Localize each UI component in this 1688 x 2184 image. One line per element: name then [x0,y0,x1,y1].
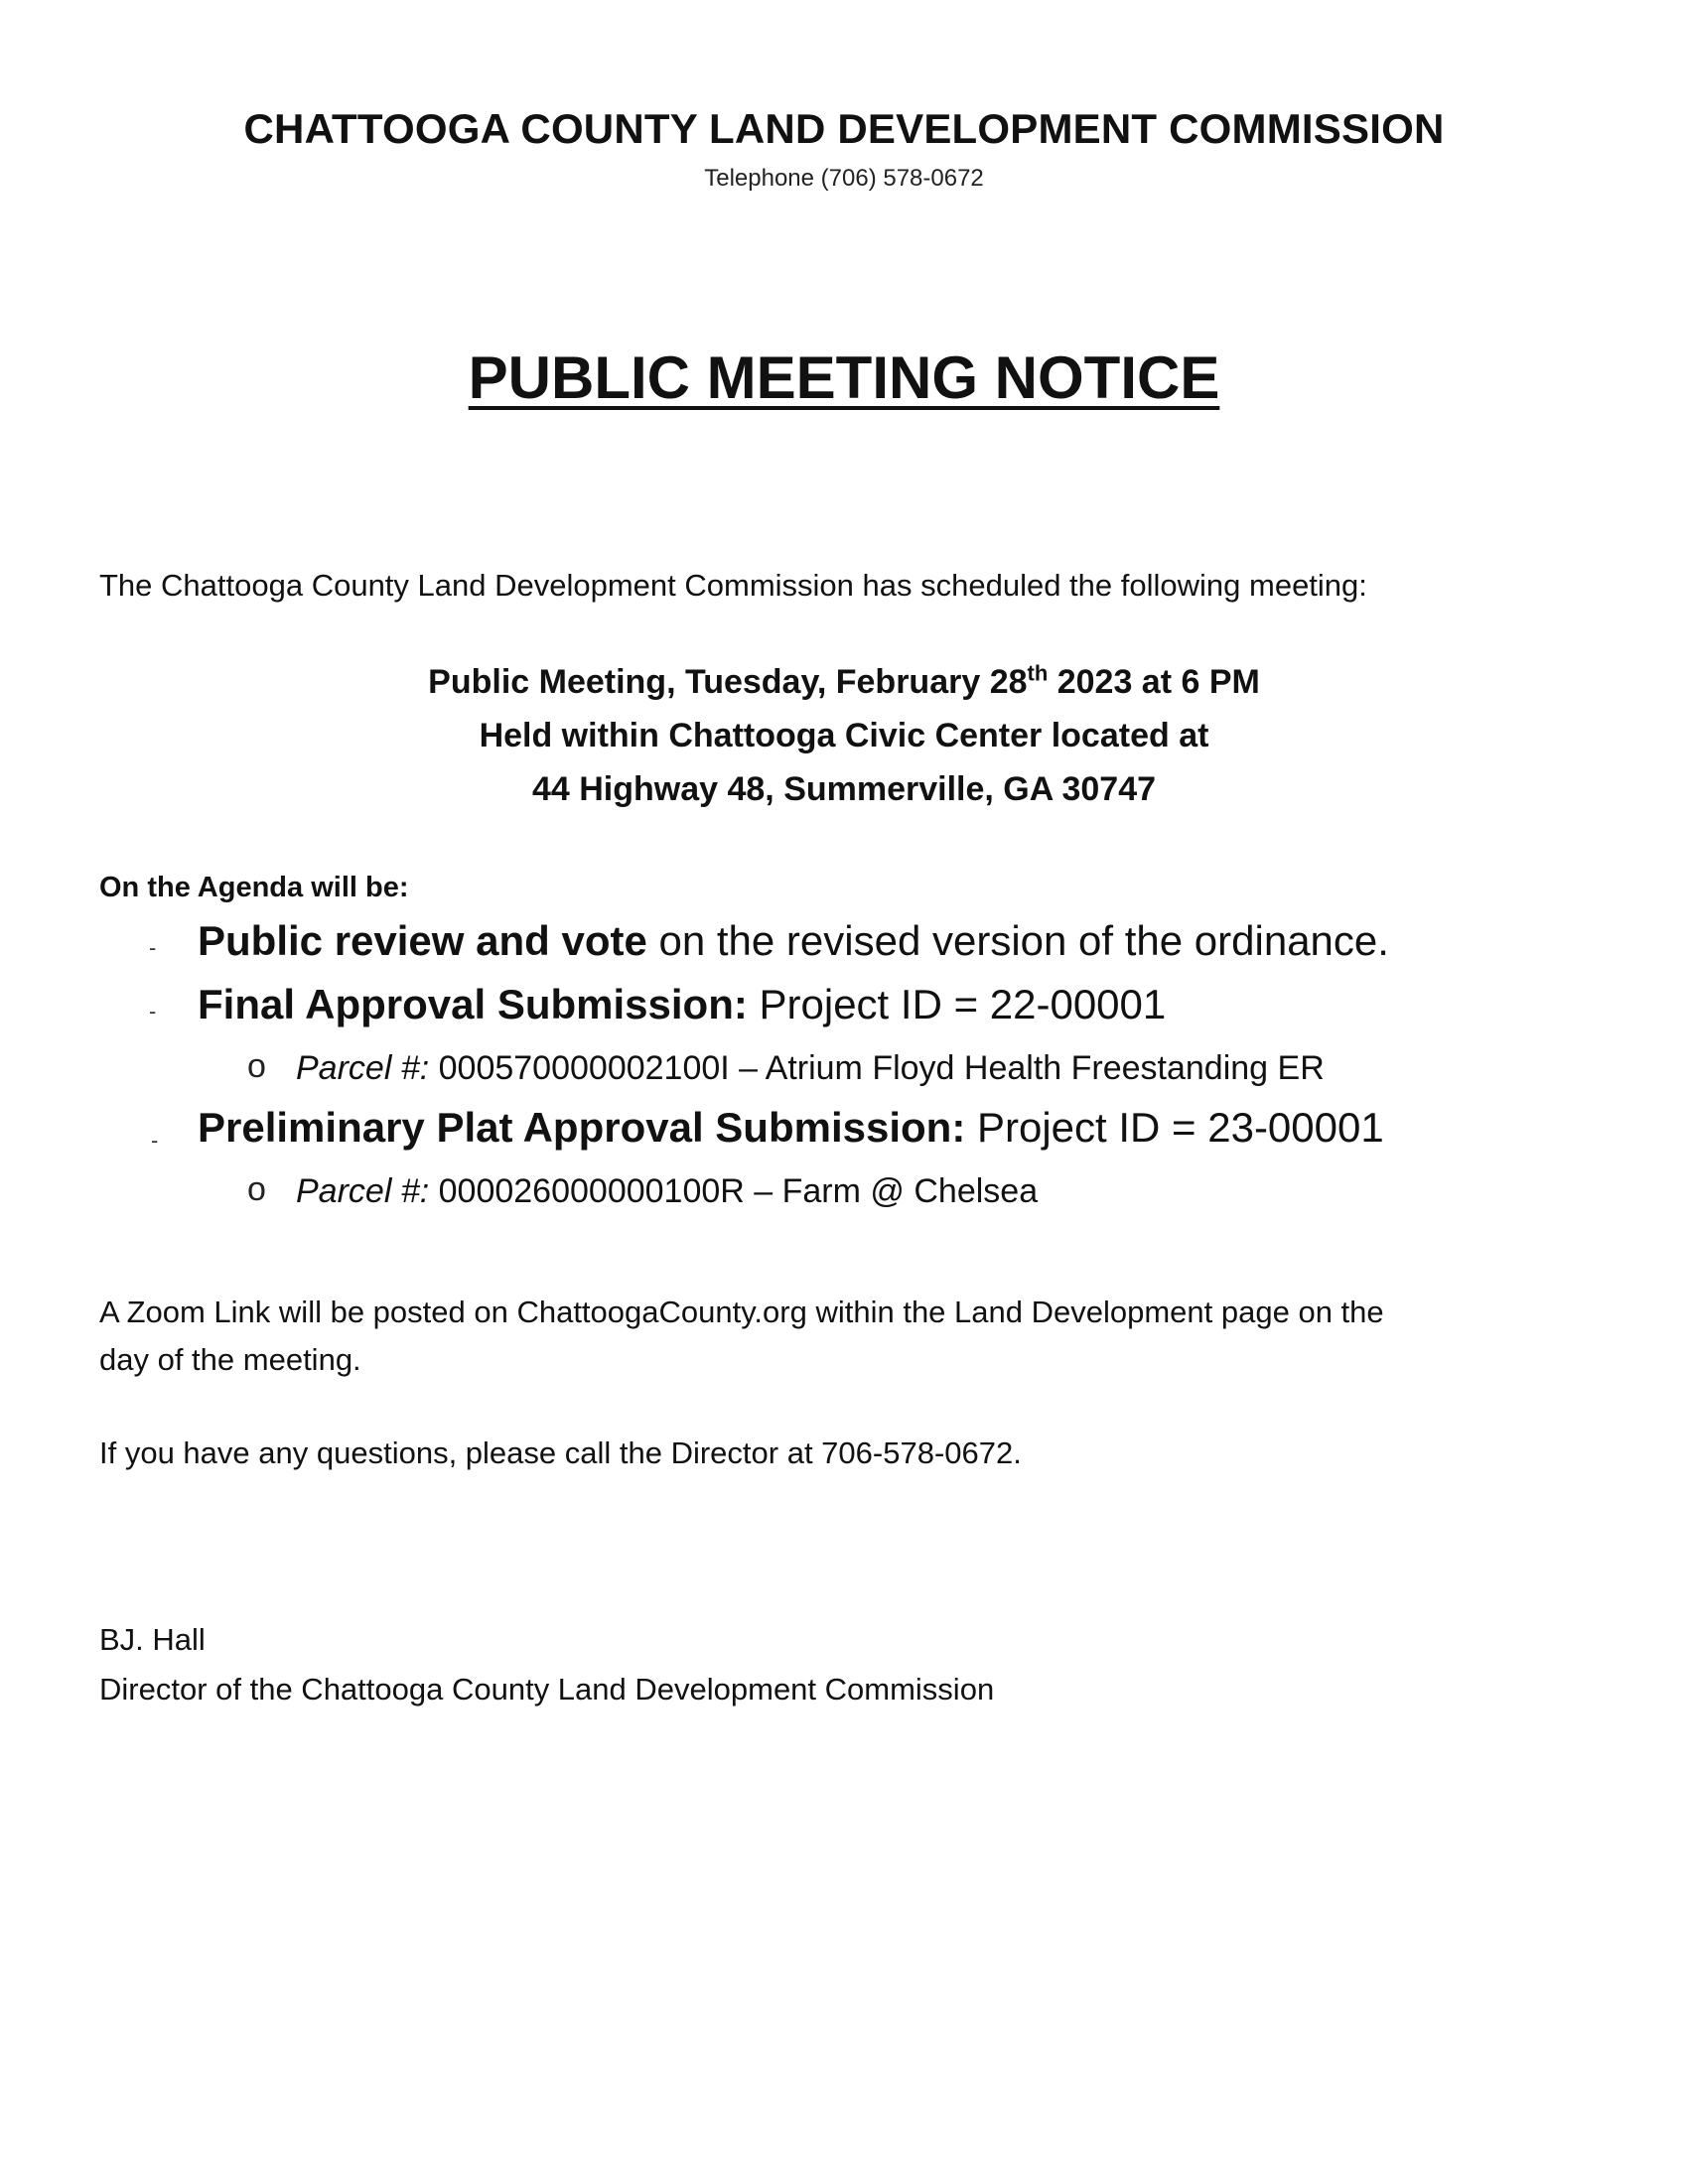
agenda-item-bold: Final Approval Submission: [198,981,748,1027]
notice-title: PUBLIC MEETING NOTICE [468,344,1220,411]
telephone-line: Telephone (706) 578-0672 [704,165,984,192]
parcel-label: Parcel #: [296,1049,430,1087]
parcel-line-farm-chelsea [296,1172,1038,1211]
parcel-value: 000026000000100R – Farm @ Chelsea [429,1172,1039,1210]
agenda-item-rest: on the revised version of the ordinance. [646,917,1389,964]
signature-title: Director of the Chattooga County Land Development Commission [99,1672,995,1706]
meeting-time-text: 2023 at 6 PM [1048,663,1260,701]
agenda-item-preliminary-plat [198,1104,1384,1152]
agenda-item-rest: Project ID = 22-00001 [747,981,1167,1027]
agenda-item-bullet: - [151,1128,159,1153]
agenda-item-public-review [198,917,1389,965]
org-title: CHATTOOGA COUNTY LAND DEVELOPMENT COMMISSION [243,105,1445,152]
zoom-link-line-2: day of the meeting. [99,1342,361,1377]
agenda-item-bullet: - [149,935,157,960]
meeting-date-ordinal: th [1027,660,1049,686]
parcel-label: Parcel #: [296,1172,430,1210]
intro-paragraph: The Chattooga County Land Development Commission has scheduled the following meeting: [99,568,1367,603]
agenda-item-bold: Preliminary Plat Approval Submission: [198,1104,966,1151]
sub-item-bullet: o [247,1047,266,1085]
meeting-address-line: 44 Highway 48, Summerville, GA 30747 [531,770,1157,808]
agenda-item-bullet: - [149,999,157,1024]
meeting-date-text: Public Meeting, Tuesday, February 28 [428,663,1028,701]
agenda-item-rest: Project ID = 23-00001 [965,1104,1384,1151]
agenda-heading: On the Agenda will be: [99,872,409,903]
zoom-link-line-1: A Zoom Link will be posted on ChattoogaCounty.org within the Land Development page on the [99,1295,1384,1329]
parcel-line-atrium-floyd [296,1049,1325,1088]
signature-name: BJ. Hall [99,1622,206,1657]
questions-paragraph: If you have any questions, please call the Director at 706-578-0672. [99,1435,1022,1470]
meeting-date-line [0,660,1688,702]
agenda-item-bold: Public review and vote [198,917,647,964]
agenda-item-final-approval [198,981,1166,1028]
meeting-venue-line: Held within Chattooga Civic Center located at [479,717,1209,754]
sub-item-bullet: o [247,1170,266,1208]
parcel-value: 000570000002100I – Atrium Floyd Health Freestanding ER [429,1049,1325,1087]
